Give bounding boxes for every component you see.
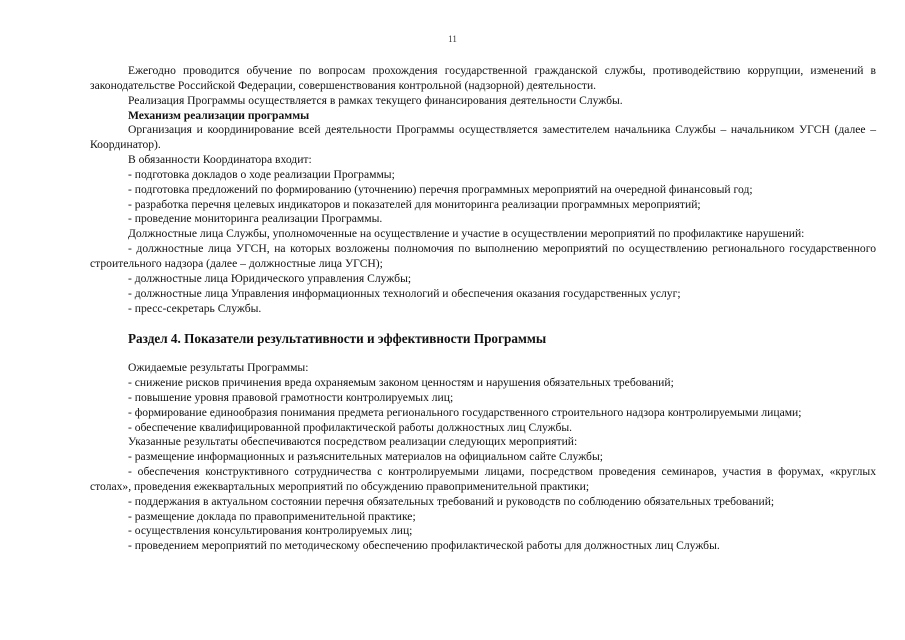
duty-item: - разработка перечня целевых индикаторов и показателей для мониторинга реализации программных мероприятий; <box>128 197 701 211</box>
duty-item: - подготовка докладов о ходе реализации Программы; <box>128 167 395 181</box>
duties-title: В обязанности Координатора входит: <box>128 153 312 167</box>
page-number: 11 <box>448 34 457 44</box>
expected-item: - повышение уровня правовой грамотности контролируемых лиц; <box>128 390 454 404</box>
expected-item: - формирование единообразия понимания предмета регионального государственного строительного надзора контролируемыми лицами; <box>128 405 802 419</box>
expected-item: - обеспечение квалифицированной профилактической работы должностных лиц Службы. <box>128 420 573 434</box>
official-item: - должностные лица Управления информационных технологий и обеспечения оказания государственных услуг; <box>128 286 681 300</box>
official-item: - должностные лица Юридического управления Службы; <box>128 271 412 285</box>
means-title: Указанные результаты обеспечиваются посредством реализации следующих мероприятий: <box>128 435 578 449</box>
officials-title: Должностные лица Службы, уполномоченные на осуществление и участие в осуществлении мероприятий по профилактике нарушений: <box>128 227 805 241</box>
page-content <box>90 64 876 554</box>
means-item: - проведением мероприятий по методическому обеспечению профилактической работы для должностных лиц Службы. <box>128 539 720 553</box>
means-item: - осуществления консультирования контролируемых лиц; <box>128 524 413 538</box>
paragraph-financing: Реализация Программы осуществляется в рамках текущего финансирования деятельности Службы. <box>128 93 623 107</box>
means-item: - размещение доклада по правоприменительной практике; <box>128 509 416 523</box>
means-item: - обеспечения конструктивного сотрудничества с контролируемыми лицами, посредством проведения семинаров, участия в форумах, «круглых столах», проведения ежеквартальных мероприятий по обсуждению правоприменительной практики; <box>90 465 876 493</box>
expected-title: Ожидаемые результаты Программы: <box>128 361 309 375</box>
mechanism-intro: Организация и координирование всей деятельности Программы осуществляется заместителем начальника Службы – начальником УГСН (далее – Координатор). <box>90 123 876 152</box>
mechanism-heading: Механизм реализации программы <box>128 108 310 122</box>
paragraph-training: Ежегодно проводится обучение по вопросам прохождения государственной гражданской службы, противодействию коррупции, изменений в законодательстве Российской Федерации, совершенствования контрольной (надзорной) деятельности. <box>90 64 876 92</box>
expected-item: - снижение рисков причинения вреда охраняемым законом ценностям и нарушения обязательных требований; <box>128 376 674 390</box>
official-item: - должностные лица УГСН, на которых возложены полномочия по выполнению мероприятий по осуществлению регионального государственного строительного надзора (далее – должностные лица УГСН); <box>90 242 876 270</box>
duty-item: - подготовка предложений по формированию (уточнению) перечня программных мероприятий на очередной финансовый год; <box>128 182 753 196</box>
duty-item: - проведение мониторинга реализации Программы. <box>128 212 383 226</box>
means-item: - размещение информационных и разъяснительных материалов на официальном сайте Службы; <box>128 450 603 464</box>
means-item: - поддержания в актуальном состоянии перечня обязательных требований и руководств по соблюдению обязательных требований; <box>128 494 775 508</box>
section-4-heading: Раздел 4. Показатели результативности и эффективности Программы <box>128 331 547 347</box>
official-item: - пресс-секретарь Службы. <box>128 301 262 315</box>
